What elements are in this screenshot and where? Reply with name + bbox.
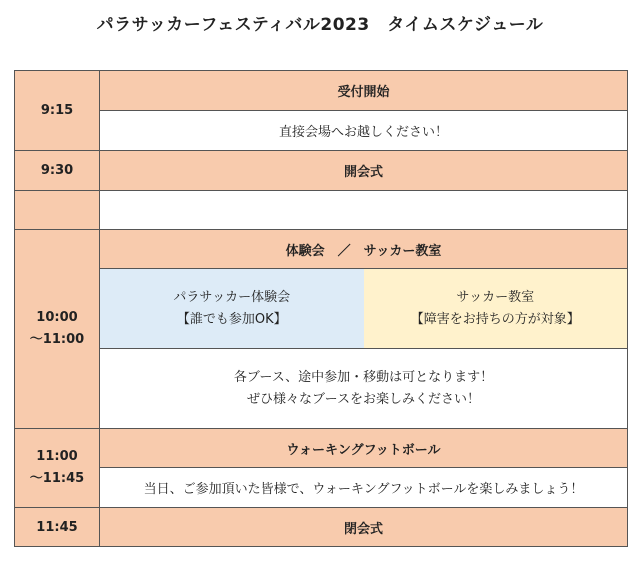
note-line: 各ブース、途中参加・移動は可となります！: [233, 369, 494, 385]
time-cell: [15, 429, 100, 508]
event-note: [100, 349, 628, 429]
time-cell: 9:30: [15, 151, 100, 191]
page-title: パラサッカーフェスティバル2023 タイムスケジュール: [96, 15, 544, 35]
event-heading: 受付開始: [100, 71, 628, 111]
event-heading: ウォーキングフットボール: [100, 429, 628, 468]
empty-time-cell: [15, 191, 100, 230]
time-end: ～11:00: [29, 332, 85, 347]
note-line: ぜひ様々なブースをお楽しみください！: [247, 391, 480, 407]
booth-title: サッカー教室: [456, 289, 535, 305]
booth-title: パラサッカー体験会: [173, 289, 291, 305]
booth-soccer-class: [364, 269, 628, 349]
schedule-table: [14, 70, 628, 547]
event-note: 当日、ご参加頂いた皆様で、ウォーキングフットボールを楽しみましょう！: [100, 468, 628, 508]
time-end: ～11:45: [29, 471, 85, 486]
time-cell: [15, 230, 100, 429]
time-cell: 9:15: [15, 71, 100, 151]
event-note: 直接会場へお越しください！: [100, 111, 628, 151]
time-start: 10:00: [36, 310, 78, 325]
booth-target: 【障害をお持ちの方が対象】: [410, 311, 580, 327]
booth-para-soccer: [100, 269, 364, 349]
event-heading: 体験会 ／ サッカー教室: [100, 230, 628, 269]
event-heading: 閉会式: [100, 508, 628, 547]
time-start: 11:00: [36, 449, 78, 464]
booth-target: 【誰でも参加OK】: [176, 311, 287, 327]
time-cell: 11:45: [15, 508, 100, 547]
empty-cell: [100, 191, 628, 230]
event-heading: 開会式: [100, 151, 628, 191]
